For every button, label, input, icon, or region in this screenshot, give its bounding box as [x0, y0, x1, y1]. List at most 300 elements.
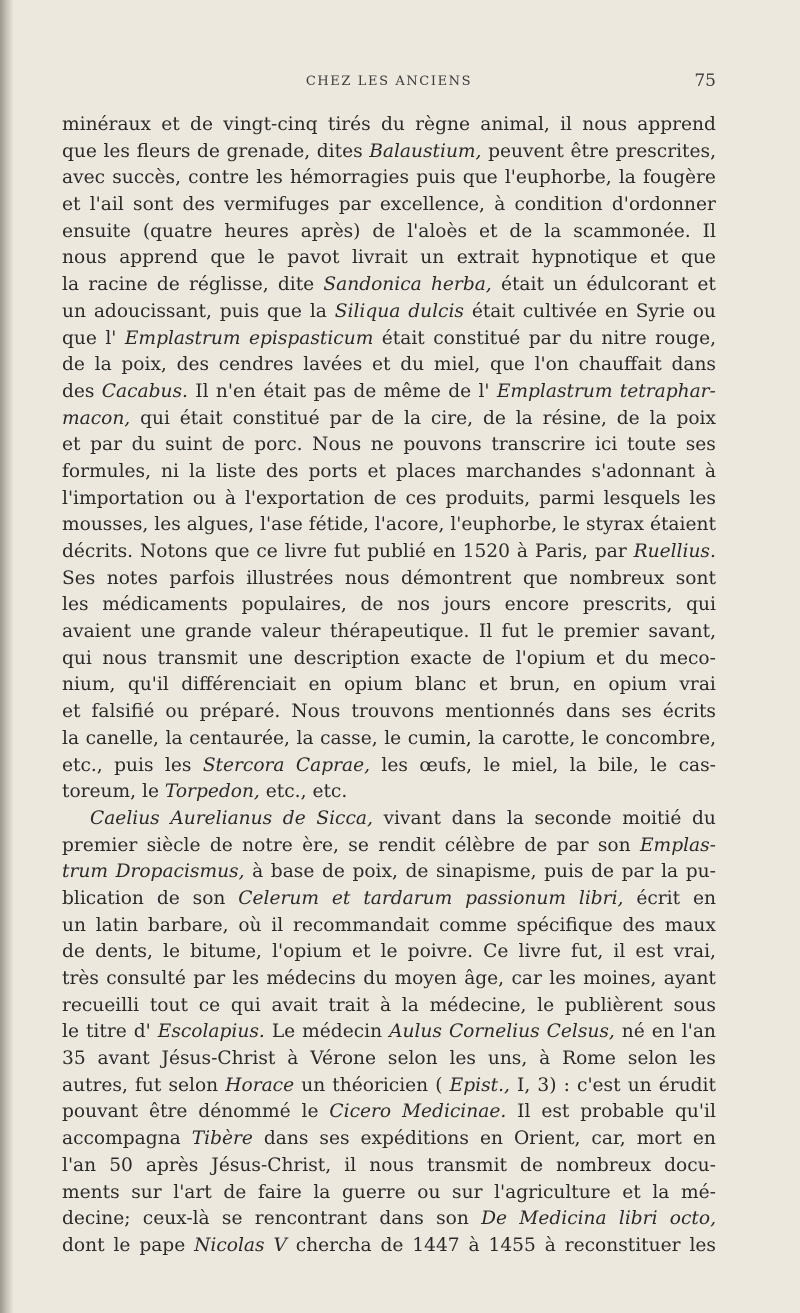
- word: passionum: [465, 887, 566, 909]
- word: et: [622, 1181, 641, 1203]
- word: l'art: [173, 1181, 212, 1203]
- word: autres,: [62, 1074, 128, 1096]
- word: avant: [97, 1048, 150, 1070]
- word: exacte: [410, 647, 472, 669]
- word: à: [539, 1048, 551, 1070]
- word: âge,: [464, 968, 505, 989]
- word: la: [478, 727, 496, 749]
- word: ces: [405, 487, 437, 509]
- word: illustrées: [246, 567, 334, 589]
- word: 50: [109, 1154, 133, 1176]
- word: Balaustium,: [369, 140, 482, 162]
- word: d': [133, 1021, 151, 1043]
- word: que: [680, 247, 716, 269]
- word: pouvant: [62, 1101, 139, 1123]
- word: les: [154, 514, 181, 536]
- word: Syrie: [635, 300, 685, 322]
- word: les: [256, 167, 283, 189]
- word: rencontrant: [254, 1208, 368, 1230]
- word: les: [62, 594, 89, 616]
- word: poix,: [121, 354, 167, 376]
- word: moines,: [583, 968, 657, 989]
- word: n'en: [215, 380, 256, 402]
- word: à: [287, 1048, 299, 1070]
- word: grande: [184, 621, 252, 643]
- word: et: [372, 354, 391, 376]
- word: des: [266, 460, 299, 482]
- word: de: [372, 220, 396, 242]
- word: Orient,: [513, 1128, 581, 1150]
- word: algues,: [186, 514, 255, 536]
- word: De: [481, 1208, 508, 1230]
- word: qui: [140, 407, 170, 429]
- word: puis: [544, 861, 584, 883]
- word: la: [569, 754, 587, 776]
- page-edge-shadow: [0, 0, 14, 1313]
- word: ses: [319, 1128, 350, 1150]
- word: 1447: [412, 1234, 460, 1256]
- word: réglisse,: [188, 274, 269, 296]
- word: ments: [62, 1181, 120, 1203]
- word: car,: [591, 1128, 626, 1150]
- word: que: [62, 327, 97, 349]
- word: l'an: [681, 1021, 716, 1043]
- word: expéditions: [360, 1128, 469, 1150]
- word: recommandait: [292, 914, 430, 936]
- word: des: [622, 914, 655, 936]
- word: il: [271, 914, 284, 936]
- word: encore: [504, 594, 570, 616]
- word: de: [482, 647, 506, 669]
- word: la: [165, 727, 183, 749]
- word: pape: [139, 1234, 186, 1256]
- word: excellence,: [379, 194, 485, 216]
- text-line: [62, 699, 716, 726]
- word: parmi: [539, 487, 595, 509]
- text-line: [62, 886, 716, 913]
- word: (quatre: [142, 220, 213, 242]
- word: et: [161, 114, 180, 135]
- word: 35: [62, 1048, 86, 1070]
- word: Il: [702, 220, 716, 242]
- word: car: [511, 968, 542, 989]
- word: cumin,: [407, 727, 472, 749]
- word: description: [293, 647, 400, 669]
- word: racine: [88, 274, 148, 296]
- word: selon: [627, 1048, 678, 1070]
- word: l'euphorbe,: [450, 514, 558, 536]
- text-line: [62, 1153, 716, 1180]
- word: constitué: [433, 327, 521, 349]
- word: nos: [397, 594, 430, 616]
- word: les: [689, 1048, 716, 1070]
- word: liste: [216, 460, 256, 482]
- page-number: 75: [694, 71, 716, 91]
- word: l'opium: [515, 647, 586, 669]
- text-line: [62, 539, 716, 566]
- word: vrai,: [673, 941, 716, 963]
- word: théoricien: [332, 1074, 429, 1096]
- word: mousses,: [62, 514, 149, 536]
- word: dites: [316, 140, 363, 162]
- text-line: [62, 1073, 716, 1100]
- word: de: [380, 1234, 404, 1256]
- word: du: [131, 434, 156, 456]
- word: dénommé: [198, 1101, 291, 1123]
- word: à: [494, 194, 506, 216]
- text-line: [62, 672, 716, 699]
- word: Il: [195, 380, 209, 402]
- text-line: [62, 1019, 716, 1046]
- word: un: [420, 247, 445, 269]
- word: Rome: [562, 1048, 616, 1070]
- word: le: [537, 994, 555, 1016]
- word: contre: [188, 167, 250, 189]
- text-line: [62, 966, 716, 993]
- word: l'ail: [89, 194, 124, 216]
- word: très: [62, 968, 99, 989]
- word: trait: [328, 994, 370, 1016]
- word: Ses: [62, 567, 96, 589]
- text-line: [62, 939, 716, 966]
- word: c'est: [577, 1074, 621, 1096]
- word: Notons: [140, 541, 208, 562]
- word: Jésus-Christ,: [211, 1154, 332, 1176]
- word: les: [689, 487, 716, 509]
- word: par: [193, 968, 226, 989]
- word: dont: [62, 1234, 105, 1256]
- word: l'acore,: [374, 514, 445, 536]
- word: l': [105, 327, 117, 349]
- word: par: [338, 194, 371, 216]
- word: parfois: [169, 567, 235, 589]
- word: decine;: [62, 1208, 131, 1230]
- word: ce: [198, 994, 221, 1016]
- word: Nicolas: [194, 1234, 265, 1256]
- word: un: [627, 1074, 652, 1096]
- word: Cacabus.: [101, 380, 188, 402]
- word: et: [478, 220, 498, 242]
- text-line: [62, 272, 716, 299]
- word: hémorragies: [289, 167, 410, 189]
- word: Nous: [291, 701, 341, 723]
- word: marchandes: [465, 460, 582, 482]
- word: bile,: [598, 754, 639, 776]
- word: en: [693, 887, 716, 909]
- word: et: [595, 647, 615, 669]
- word: érudit: [658, 1074, 716, 1096]
- word: des: [62, 380, 95, 402]
- word: thérapeutique.: [329, 621, 470, 643]
- word: préparé.: [199, 701, 281, 723]
- word: tout: [149, 994, 188, 1016]
- word: notre: [242, 834, 293, 856]
- word: une: [248, 647, 284, 669]
- word: les: [232, 968, 259, 989]
- word: et: [478, 674, 498, 696]
- word: tardarum: [363, 887, 453, 909]
- word: 1455: [488, 1234, 536, 1256]
- word: était: [263, 380, 307, 402]
- word: de: [524, 834, 548, 856]
- word: Il: [478, 621, 493, 643]
- word: Il: [517, 1101, 531, 1123]
- word: la: [661, 861, 679, 883]
- word: consulté: [106, 968, 186, 989]
- word: l'importation: [62, 487, 184, 509]
- word: la: [652, 1181, 670, 1203]
- word: à: [252, 861, 264, 883]
- text-line: [62, 1046, 716, 1073]
- word: écrit: [636, 887, 681, 909]
- word: le: [62, 1021, 79, 1043]
- word: la: [515, 407, 533, 429]
- text-line: [62, 432, 716, 459]
- word: nous: [102, 647, 148, 669]
- text-line: [62, 406, 716, 433]
- word: après: [145, 1154, 199, 1176]
- word: et: [62, 194, 81, 216]
- word: casse,: [320, 727, 378, 749]
- text-line: [62, 859, 716, 886]
- word: brun,: [509, 674, 561, 696]
- word: fut: [135, 1074, 162, 1096]
- word: (: [435, 1074, 443, 1096]
- word: grenade,: [226, 140, 311, 162]
- word: son: [597, 834, 631, 856]
- word: de: [591, 861, 614, 883]
- word: spécifique: [516, 914, 613, 936]
- word: minéraux: [62, 114, 151, 135]
- word: de: [282, 807, 306, 829]
- word: mort: [636, 1128, 682, 1150]
- word: falsifié: [91, 701, 155, 723]
- text-line: [62, 512, 716, 539]
- text-line: [62, 299, 716, 326]
- word: à: [224, 487, 236, 509]
- word: de: [156, 274, 180, 296]
- word: la: [401, 994, 419, 1016]
- word: étaient: [649, 514, 716, 536]
- text-line: [62, 326, 716, 353]
- word: apprend: [637, 114, 716, 135]
- word: etc.,: [62, 754, 103, 776]
- word: succès,: [112, 167, 181, 189]
- word: reconstituer: [564, 1234, 681, 1256]
- word: de: [221, 434, 245, 456]
- word: Epist.,: [449, 1074, 510, 1096]
- word: le: [483, 754, 501, 776]
- word: probable: [580, 1101, 665, 1123]
- word: le: [142, 781, 159, 803]
- word: le: [113, 1234, 131, 1256]
- word: du: [363, 968, 388, 989]
- word: avec: [62, 167, 106, 189]
- word: publièrent: [564, 994, 663, 1016]
- word: le: [581, 727, 599, 749]
- word: son: [192, 887, 226, 909]
- word: places: [396, 460, 456, 482]
- word: sous: [673, 994, 716, 1016]
- word: Emplas-: [639, 834, 716, 856]
- word: Aulus: [389, 1021, 442, 1043]
- word: premier: [62, 834, 138, 856]
- text-line: [62, 459, 716, 486]
- word: le: [380, 941, 398, 963]
- word: nous: [582, 114, 627, 135]
- word: animal,: [480, 114, 550, 135]
- word: guerre: [341, 1181, 406, 1203]
- word: sur: [131, 1181, 162, 1203]
- word: publié: [367, 541, 426, 562]
- word: notes: [106, 567, 158, 589]
- word: libri: [618, 1208, 658, 1230]
- word: opium: [343, 674, 403, 696]
- word: accompagna: [62, 1128, 181, 1150]
- word: V: [273, 1234, 287, 1256]
- word: poivre.: [407, 941, 474, 963]
- word: blanc: [415, 674, 467, 696]
- word: vrai: [679, 674, 716, 696]
- word: epispasticum: [248, 327, 374, 349]
- word: ne: [370, 434, 394, 456]
- word: transcrire: [491, 434, 586, 456]
- word: puis: [114, 754, 154, 776]
- word: docu-: [664, 1154, 716, 1176]
- word: par: [556, 834, 589, 856]
- word: constitué: [232, 407, 320, 429]
- word: peuvent: [488, 140, 564, 162]
- word: ses: [685, 434, 716, 456]
- word: poix,: [352, 861, 398, 883]
- word: et: [697, 274, 716, 296]
- word: que: [62, 140, 97, 162]
- word: être: [570, 140, 609, 162]
- word: pouvons: [403, 434, 482, 456]
- word: l'on: [534, 354, 569, 376]
- word: fut: [333, 541, 361, 562]
- word: la: [62, 274, 80, 296]
- word: suint: [165, 434, 213, 456]
- word: libri,: [578, 887, 624, 909]
- running-head: CHEZ LES ANCIENS: [305, 74, 473, 89]
- word: moitié: [622, 807, 682, 829]
- word: est: [541, 1101, 570, 1123]
- word: porc.: [254, 434, 303, 456]
- word: ou: [417, 1181, 441, 1203]
- word: trouvons: [351, 701, 435, 723]
- word: Celerum: [238, 887, 319, 909]
- word: de: [156, 887, 180, 909]
- word: de: [353, 380, 377, 402]
- word: la: [506, 807, 524, 829]
- word: vivant: [383, 807, 442, 829]
- word: rendit: [378, 834, 436, 856]
- word: et: [62, 434, 81, 456]
- word: les: [103, 140, 130, 162]
- word: l'ase: [260, 514, 303, 536]
- word: macon,: [62, 407, 131, 429]
- word: à: [544, 1234, 556, 1256]
- word: pu-: [685, 861, 716, 883]
- word: du: [624, 647, 649, 669]
- text-line: [62, 566, 716, 593]
- word: Stercora: [202, 754, 285, 776]
- word: par: [621, 861, 654, 883]
- word: Emplastrum: [124, 327, 241, 349]
- word: de: [520, 1154, 543, 1176]
- text-line: [62, 726, 716, 753]
- text-line: [62, 352, 716, 379]
- word: les: [549, 968, 576, 989]
- word: Celsus,: [546, 1021, 615, 1043]
- word: livrait: [351, 247, 408, 269]
- word: à: [516, 541, 528, 562]
- word: transmit: [426, 1154, 507, 1176]
- text-line: [62, 379, 716, 406]
- word: d'ordonner: [611, 194, 716, 216]
- text-line: [62, 165, 716, 192]
- word: ensuite: [62, 220, 131, 242]
- word: canelle,: [85, 727, 159, 749]
- word: blication: [62, 887, 144, 909]
- word: être: [149, 1101, 188, 1123]
- word: dans: [671, 354, 716, 376]
- text-line: [62, 913, 716, 940]
- word: dulcis: [408, 300, 464, 322]
- word: médecins: [266, 968, 356, 989]
- word: nous: [344, 567, 390, 589]
- word: du: [400, 354, 425, 376]
- text-line: [62, 192, 716, 219]
- word: sont: [133, 194, 174, 216]
- word: herba,: [430, 274, 492, 296]
- word: que: [267, 300, 302, 322]
- word: un: [62, 300, 86, 322]
- word: la: [544, 220, 562, 242]
- word: Sandonica: [323, 274, 422, 296]
- word: nous: [62, 247, 107, 269]
- word: un: [553, 274, 578, 296]
- word: ni: [161, 460, 179, 482]
- word: édulcorant: [586, 274, 689, 296]
- text-line: [62, 779, 716, 806]
- word: de: [509, 220, 533, 242]
- word: fut: [501, 621, 528, 643]
- word: Siliqua: [334, 300, 401, 322]
- word: maux: [664, 914, 716, 936]
- word: était: [381, 327, 425, 349]
- word: prescrites,: [615, 140, 716, 162]
- word: uns,: [487, 1048, 528, 1070]
- word: dans: [565, 701, 611, 723]
- word: l'aloès: [407, 220, 468, 242]
- word: moyen: [394, 968, 457, 989]
- word: 3): [537, 1074, 557, 1096]
- word: tetraphar-: [619, 380, 716, 402]
- word: toute: [626, 434, 677, 456]
- word: fougère: [643, 167, 716, 189]
- word: du: [692, 807, 716, 829]
- word: extrait: [456, 247, 520, 269]
- word: un: [62, 914, 86, 936]
- word: Paris,: [534, 541, 588, 562]
- word: apprend: [119, 247, 198, 269]
- word: hypnotique: [531, 247, 638, 269]
- word: Horace: [225, 1074, 295, 1096]
- word: que: [210, 247, 246, 269]
- word: dans: [263, 1128, 309, 1150]
